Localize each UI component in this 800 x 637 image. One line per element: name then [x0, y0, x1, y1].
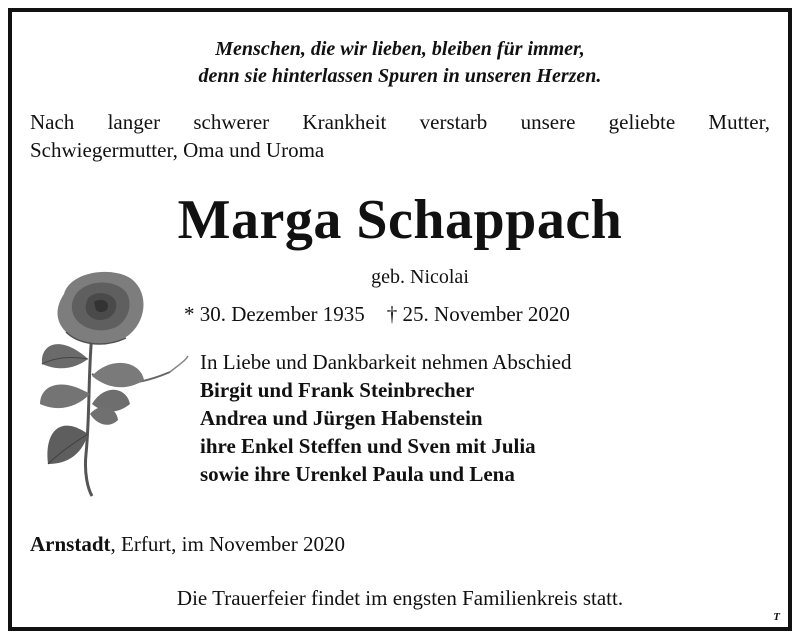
intro-line-1: Nach langer schwerer Krankheit verstarb unsere geliebte Mutter, [30, 110, 770, 134]
life-dates [184, 302, 570, 327]
intro-text [30, 108, 770, 164]
motto-line-1: Menschen, die wir lieben, bleiben für immer, [215, 38, 585, 60]
mourners-lead: In Liebe und Dankbarkeit nehmen Abschied [200, 350, 572, 374]
birth-date: * 30. Dezember 1935 [184, 302, 365, 326]
mourner-line: Andrea und Jürgen Habenstein [200, 406, 483, 430]
motto [12, 36, 788, 90]
obituary-frame [8, 8, 792, 631]
place-rest: , Erfurt, im November 2020 [110, 532, 345, 556]
intro-line-2: Schwiegermutter, Oma und Uroma [30, 138, 325, 162]
funeral-note: Die Trauerfeier findet im engsten Familienkreis statt. [176, 586, 624, 610]
mourner-line: sowie ihre Urenkel Paula und Lena [200, 462, 515, 486]
deceased-name: Marga Schappach [177, 189, 623, 251]
mourner-line: ihre Enkel Steffen und Sven mit Julia [200, 434, 536, 458]
motto-line-2: denn sie hinterlassen Spuren in unseren Herzen. [198, 65, 602, 87]
mourner-line: Birgit und Frank Steinbrecher [200, 378, 475, 402]
mourners-block [200, 348, 571, 488]
publisher-mark: T [773, 611, 780, 623]
place-date [30, 532, 345, 557]
death-date: † 25. November 2020 [386, 302, 570, 326]
place-city: Arnstadt [30, 532, 111, 556]
maiden-name: geb. Nicolai [371, 266, 469, 288]
rose-icon [30, 264, 190, 500]
